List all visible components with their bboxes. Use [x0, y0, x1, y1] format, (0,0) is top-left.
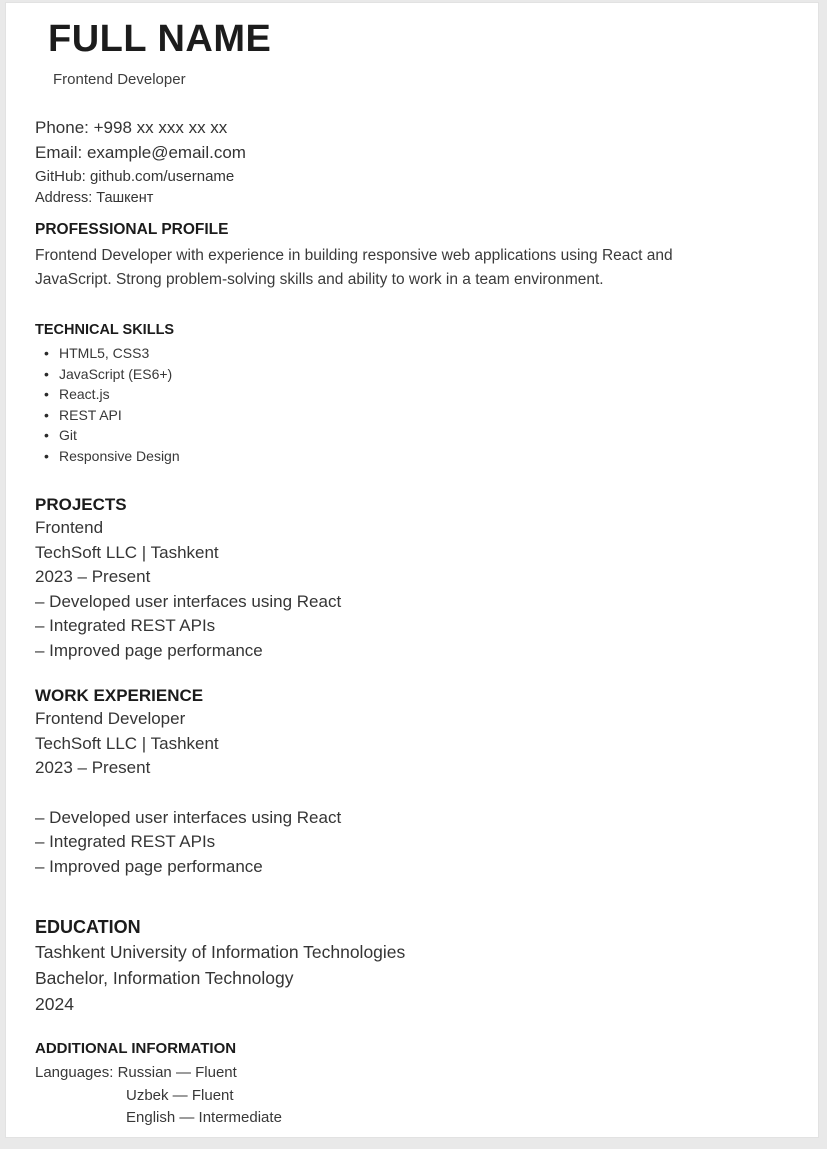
project-company: TechSoft LLC | Tashkent — [35, 542, 219, 562]
full-name-heading: FULL NAME — [48, 18, 272, 60]
language-row: Uzbek — Fluent — [126, 1086, 234, 1104]
contact-github: GitHub: github.com/username — [35, 168, 235, 185]
project-role: Frontend — [35, 518, 104, 537]
section-heading-additional-information: ADDITIONAL INFORMATION — [35, 1040, 237, 1057]
work-bullets — [35, 806, 788, 880]
section-heading-technical-skills: TECHNICAL SKILLS — [35, 322, 175, 338]
education-university: Tashkent University of Information Technologies — [35, 942, 406, 962]
contact-block — [35, 115, 788, 209]
skill-item: • Responsive Design — [35, 446, 788, 467]
languages-block — [35, 1062, 788, 1130]
work-company: TechSoft LLC | Tashkent — [35, 733, 219, 753]
work-dates: 2023 – Present — [35, 758, 151, 777]
skill-item: • HTML5, CSS3 — [35, 343, 788, 364]
project-bullet: – Improved page performance — [35, 640, 263, 660]
work-entry — [35, 707, 788, 879]
job-title: Frontend Developer — [53, 71, 186, 88]
contact-phone: Phone: +998 xx xxx xx xx — [35, 118, 228, 137]
project-entry — [35, 516, 788, 663]
resume-page — [5, 2, 819, 1138]
skills-list — [35, 343, 788, 466]
skill-item: • React.js — [35, 384, 788, 405]
work-bullet: – Improved page performance — [35, 856, 263, 876]
skill-item: • Git — [35, 425, 788, 446]
work-bullet: – Integrated REST APIs — [35, 832, 216, 851]
education-entry — [35, 939, 788, 1017]
section-heading-professional-profile: PROFESSIONAL PROFILE — [35, 221, 229, 238]
language-row: English — Intermediate — [126, 1109, 282, 1126]
skill-item: • REST API — [35, 405, 788, 426]
project-bullet: – Developed user interfaces using React — [35, 591, 342, 611]
education-degree: Bachelor, Information Technology — [35, 968, 294, 988]
professional-profile-text: Frontend Developer with experience in building responsive web applications using React and JavaScript. Strong problem-solving skills and ability to work in a team environment. — [35, 247, 673, 288]
skill-item: • JavaScript (ES6+) — [35, 364, 788, 385]
contact-email: Email: example@email.com — [35, 143, 246, 162]
work-bullet: – Developed user interfaces using React — [35, 807, 342, 827]
project-dates: 2023 – Present — [35, 567, 151, 586]
section-heading-education: EDUCATION — [35, 917, 141, 937]
section-heading-work-experience: WORK EXPERIENCE — [35, 686, 204, 705]
project-bullet: – Integrated REST APIs — [35, 616, 216, 635]
work-role: Frontend Developer — [35, 709, 186, 728]
section-heading-projects: PROJECTS — [35, 495, 127, 514]
languages-label: Languages: — [35, 1064, 114, 1081]
contact-address: Address: Ташкент — [35, 190, 154, 206]
language-row — [35, 1062, 788, 1085]
language-value: Russian — Fluent — [117, 1064, 237, 1081]
education-year: 2024 — [35, 994, 74, 1014]
